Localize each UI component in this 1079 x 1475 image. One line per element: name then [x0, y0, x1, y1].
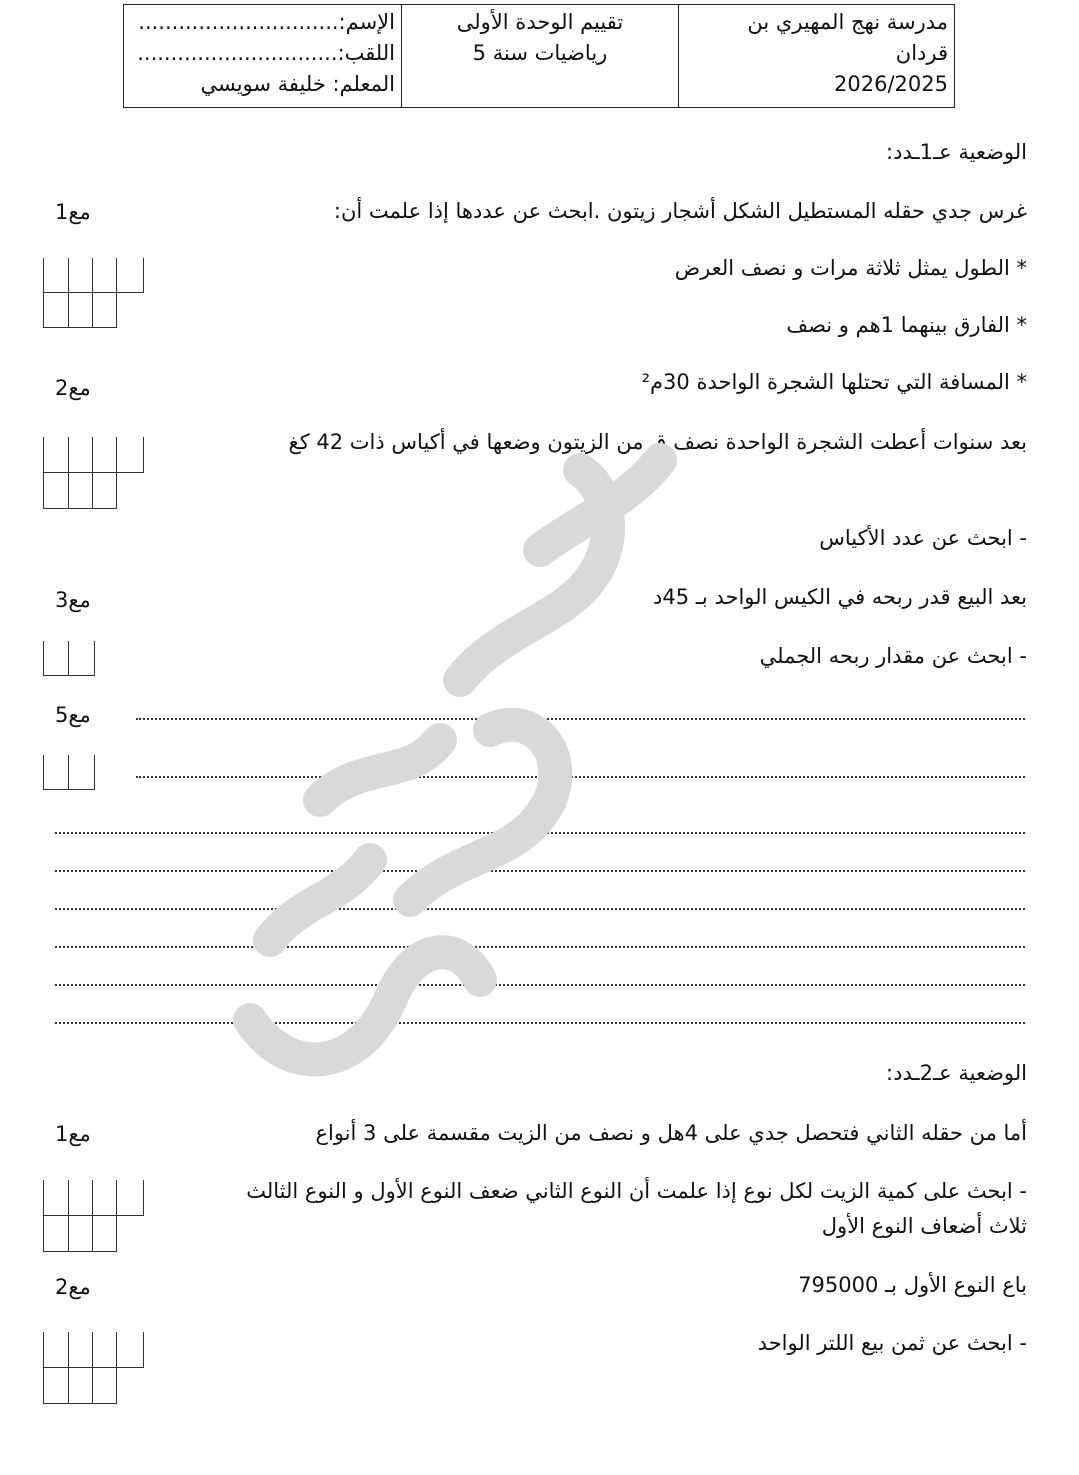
- answer-line[interactable]: [55, 870, 1025, 872]
- grading-grid[interactable]: [43, 1332, 144, 1404]
- name-field[interactable]: الإسم:..............................: [138, 10, 395, 34]
- watermark-signature: [160, 380, 760, 1180]
- student-info-cell: [124, 5, 401, 107]
- grading-grid[interactable]: [43, 1180, 144, 1252]
- header-table: [123, 4, 955, 108]
- subject-title: رياضيات سنة 5: [472, 41, 608, 65]
- question-profit: - ابحث عن مقدار ربحه الجملي: [759, 644, 1027, 668]
- answer-line[interactable]: [55, 908, 1025, 910]
- criterion-label: مع3: [55, 588, 91, 612]
- situation2-text1: أما من حقله الثاني فتحصل جدي على 4هل و نصف من الزيت مقسمة على 3 أنواع: [315, 1121, 1027, 1145]
- condition-3: * المسافة التي تحتلها الشجرة الواحدة 30م²: [641, 370, 1027, 394]
- answer-line[interactable]: [136, 776, 1025, 778]
- criterion-label: مع1: [55, 200, 91, 224]
- school-year: 2026/2025: [834, 72, 948, 96]
- question-quantity-line2: ثلاث أضعاف النوع الأول: [821, 1214, 1027, 1238]
- answer-line[interactable]: [55, 946, 1025, 948]
- situation2-title: الوضعية عـ2ـدد:: [886, 1061, 1027, 1085]
- situation1-intro: غرس جدي حقله المستطيل الشكل أشجار زيتون .ابحث عن عددها إذا علمت أن:: [333, 199, 1027, 223]
- grading-grid[interactable]: [43, 437, 144, 509]
- answer-line[interactable]: [55, 984, 1025, 986]
- answer-line[interactable]: [55, 1022, 1025, 1024]
- answer-line[interactable]: [136, 718, 1025, 720]
- school-name-line1: مدرسة نهج المهيري بن: [747, 10, 948, 34]
- condition-1: * الطول يمثل ثلاثة مرات و نصف العرض: [674, 256, 1027, 280]
- criterion-label: مع1: [55, 1122, 91, 1146]
- condition-2: * الفارق بينهما 1هم و نصف: [786, 313, 1027, 337]
- situation1-title: الوضعية عـ1ـدد:: [886, 140, 1027, 164]
- school-cell: [678, 5, 954, 107]
- teacher-name: المعلم: خليفة سويسي: [200, 72, 395, 96]
- criterion-label: مع2: [55, 376, 91, 400]
- question-quantity-line1: - ابحث على كمية الزيت لكل نوع إذا علمت أن النوع الثاني ضعف النوع الأول و النوع الثالث: [246, 1179, 1027, 1203]
- situation1-text2: بعد سنوات أعطت الشجرة الواحدة نصف ق من الزيتون وضعها في أكياس ذات 42 كغ: [288, 430, 1027, 454]
- grading-grid[interactable]: [43, 755, 95, 790]
- question-bags: - ابحث عن عدد الأكياس: [819, 526, 1027, 550]
- grading-grid[interactable]: [43, 641, 95, 676]
- criterion-label: مع2: [55, 1275, 91, 1299]
- situation2-text2: باع النوع الأول بـ 795000: [798, 1273, 1027, 1297]
- title-cell: [401, 5, 678, 107]
- situation1-text3: بعد البيع قدر ربحه في الكيس الواحد بـ 45د: [653, 585, 1027, 609]
- grading-grid[interactable]: [43, 258, 144, 328]
- criterion-label: مع5: [55, 703, 91, 727]
- question-price: - ابحث عن ثمن بيع اللتر الواحد: [757, 1331, 1027, 1355]
- school-name-line2: قردان: [895, 41, 948, 65]
- answer-line[interactable]: [55, 832, 1025, 834]
- surname-field[interactable]: اللقب:..............................: [137, 41, 395, 65]
- eval-title: تقييم الوحدة الأولى: [456, 10, 624, 34]
